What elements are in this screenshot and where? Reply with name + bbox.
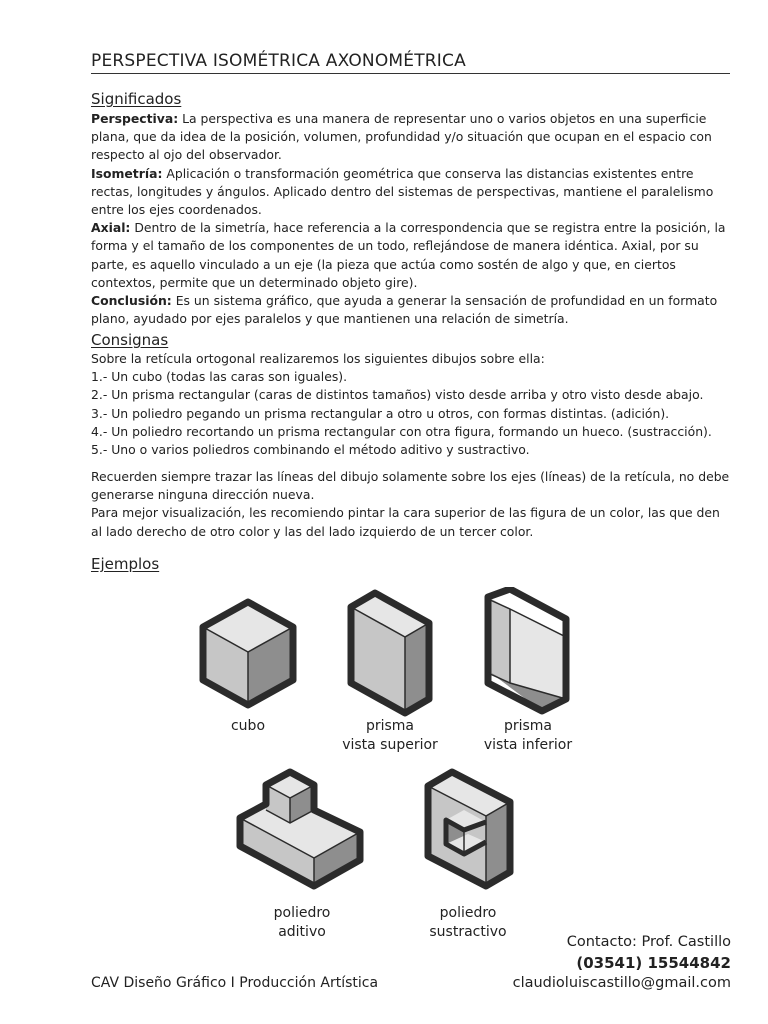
list-item: 2.- Un prisma rectangular (caras de distintos tamaños) visto desde arriba y otro visto desde abajo. — [91, 387, 704, 403]
list-item: 4.- Un poliedro recortando un prisma rectangular con otra figura, formando un hueco. (sustracción). — [91, 423, 712, 439]
text: Es un sistema gráfico, que ayuda a generar la sensación de profundidad en un formato — [171, 293, 718, 309]
line — [91, 165, 736, 183]
prism-top-view-figure — [343, 587, 435, 719]
text: Aplicación o transformación geométrica que conserva las distancias existentes entre — [162, 165, 694, 181]
line: entre los ejes coordenados. — [91, 202, 262, 218]
caption-line: aditivo — [278, 924, 326, 940]
text: La perspectiva es una manera de representar uno o varios objetos en una superficie — [178, 111, 707, 126]
line: plano, ayudado por ejes paralelos y que mantienen una relación de simetría. — [91, 311, 569, 327]
caption-cubo — [198, 717, 298, 736]
term-conclusion: Conclusión: — [91, 293, 172, 309]
footer-course: CAV Diseño Gráfico I Producción Artística — [91, 975, 379, 991]
caption-poliedro-aditivo — [242, 904, 362, 942]
consignas-note — [91, 468, 736, 541]
caption-line: prisma — [503, 718, 553, 734]
page-title: PERSPECTIVA ISOMÉTRICA AXONOMÉTRICA — [91, 50, 730, 74]
caption-prisma-vista-inferior — [458, 717, 598, 755]
line: generarse ninguna dirección nueva. — [91, 487, 315, 503]
section-heading-ejemplos: Ejemplos — [91, 555, 160, 573]
list-item: 1.- Un cubo (todas las caras son iguales). — [91, 369, 348, 385]
line — [91, 219, 736, 237]
line: al lado derecho de otro color y las del lado izquierdo de un tercer color. — [91, 523, 534, 539]
term-axial: Axial: — [91, 220, 131, 236]
prism-bottom-view-figure — [482, 587, 572, 719]
line: Para mejor visualización, les recomiendo pintar la cara superior de las figura de un color, las que den — [91, 505, 720, 521]
section-heading-significados: Significados — [91, 90, 182, 108]
line — [91, 110, 736, 128]
caption-line: sustractivo — [429, 924, 507, 940]
caption-prisma-vista-superior — [320, 717, 460, 755]
consignas-list — [91, 350, 736, 459]
line — [91, 292, 736, 310]
line: rectas, longitudes y ángulos. Aplicado dentro del sistemas de perspectivas, mantiene el paralelismo — [91, 183, 714, 199]
list-item: 3.- Un poliedro pegando un prisma rectangular a otro u otros, con formas distintas. (adición). — [91, 405, 670, 421]
line: respecto al ojo del observador. — [91, 147, 282, 163]
caption-line: poliedro — [439, 905, 497, 921]
caption-line: vista superior — [342, 737, 438, 753]
cube-figure — [196, 596, 300, 712]
additive-polyhedron-figure — [236, 766, 368, 892]
line: parte, es aquello vinculado a un eje (la pieza que actúa como sostén de algo y que, en ciertos — [91, 256, 676, 272]
subtractive-polyhedron-figure — [424, 766, 516, 892]
line: forma y el tamaño de los componentes de un todo, reflejándose de manera idéntica. Axial, por su — [91, 238, 699, 254]
caption-line: prisma — [365, 718, 415, 734]
caption-poliedro-sustractivo — [408, 904, 528, 942]
caption-line: vista inferior — [483, 737, 573, 753]
section-heading-consignas: Consignas — [91, 331, 169, 349]
term-perspectiva: Perspectiva: — [91, 111, 179, 126]
list-item: 5.- Uno o varios poliedros combinando el método aditivo y sustractivo. — [91, 442, 530, 458]
consignas-intro: Sobre la retícula ortogonal realizaremos los siguientes dibujos sobre ella: — [91, 351, 545, 366]
contact-email[interactable]: claudioluiscastillo@gmail.com — [512, 975, 731, 991]
line: plana, que da idea de la posición, volumen, profundidad y/o situación que ocupan en el espacio con — [91, 129, 712, 145]
term-isometria: Isometría: — [91, 165, 163, 181]
line: Recuerden siempre trazar las líneas del dibujo solamente sobre los ejes (líneas) de la retícula, no debe — [91, 469, 730, 484]
contact-phone: (03541) 15544842 — [576, 954, 731, 972]
text: Dentro de la simetría, hace referencia a la correspondencia que se registra entre la posición, la — [130, 220, 726, 236]
caption-line: cubo — [230, 718, 266, 734]
contact-label: Contacto: Prof. Castillo — [566, 934, 731, 950]
caption-line: poliedro — [273, 905, 331, 921]
significados-paragraph — [91, 110, 736, 328]
line: contextos, permite que un determinado objeto gire). — [91, 274, 418, 290]
